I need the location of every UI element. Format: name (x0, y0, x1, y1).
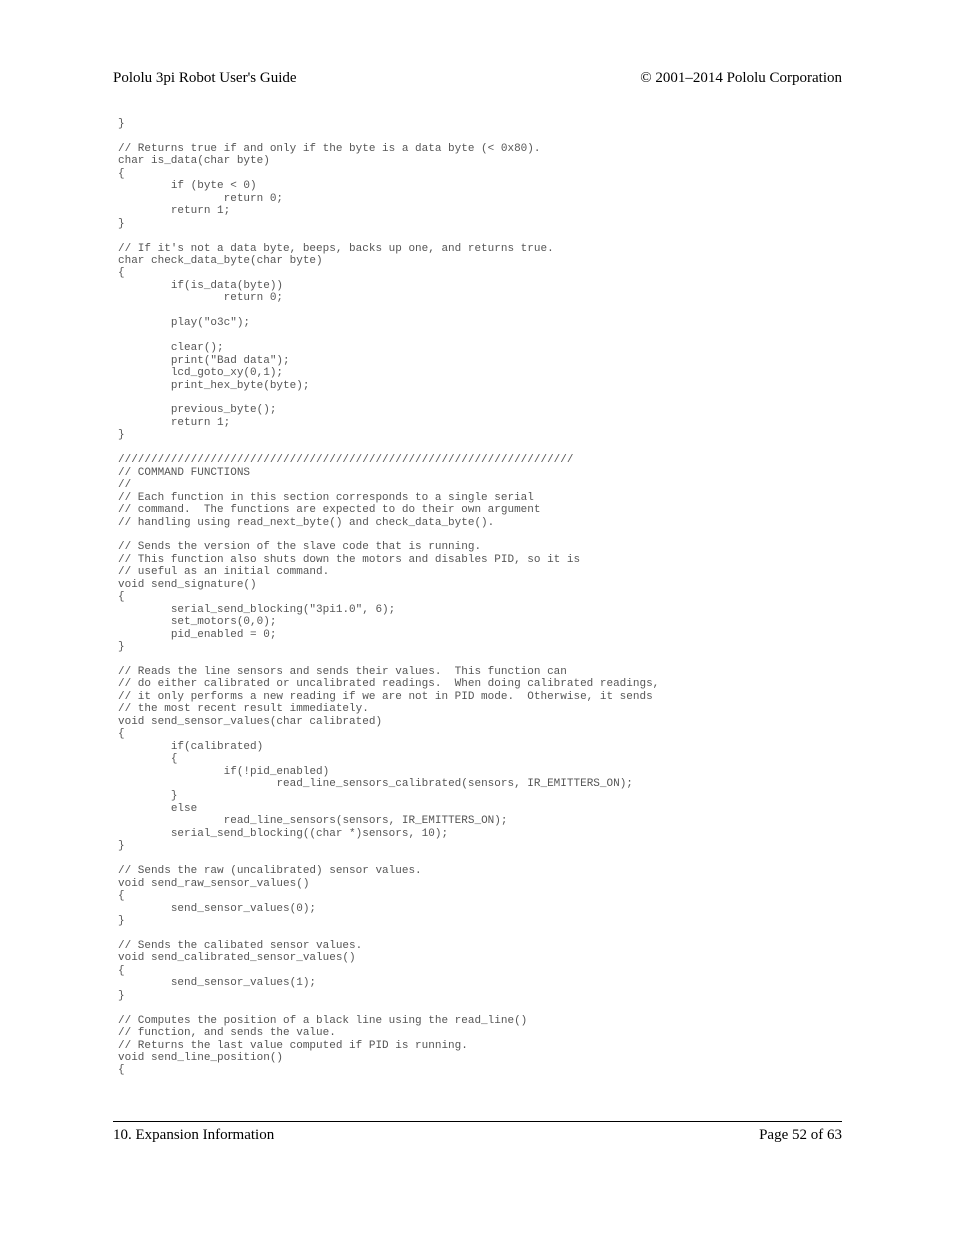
section-title: 10. Expansion Information (113, 1127, 275, 1143)
page-footer (113, 1127, 842, 1144)
code-listing: } // Returns true if and only if the byte is a data byte (< 0x80). char is_data(char byte) { if (byte < 0) return 0; return 1; } // If it's not a data byte, beeps, backs up one, and returns true. char check_data_byte(char byte) { if(is_data(byte)) return 0; play("o3c"); clear(); print("Bad data"); lcd_goto_xy(0,1); print_hex_byte(byte); previous_byte(); return 1; } ///////////////////////////////////////////////////////////////////// // COMMAND FUNCTIONS // // Each function in this section corresponds to a single serial // command. The functions are expected to do their own argument // handling using read_next_byte() and check_data_byte(). // Sends the version of the slave code that is running. // This function also shuts down the motors and disables PID, so it is // useful as an initial command. void send_signature() { serial_send_blocking("3pi1.0", 6); set_motors(0,0); pid_enabled = 0; } // Reads the line sensors and sends their values. This function can // do either calibrated or uncalibrated readings. When doing calibrated readings, // it only performs a new reading if we are not in PID mode. Otherwise, it sends // the most recent result immediately. void send_sensor_values(char calibrated) { if(calibrated) { if(!pid_enabled) read_line_sensors_calibrated(sensors, IR_EMITTERS_ON); } else read_line_sensors(sensors, IR_EMITTERS_ON); serial_send_blocking((char *)sensors, 10); } // Sends the raw (uncalibrated) sensor values. void send_raw_sensor_values() { send_sensor_values(0); } // Sends the calibated sensor values. void send_calibrated_sensor_values() { send_sensor_values(1); } // Computes the position of a black line using the read_line() // function, and sends the value. // Returns the last value computed if PID is running. void send_line_position() { (118, 118, 660, 1077)
copyright-notice: © 2001–2014 Pololu Corporation (640, 70, 842, 86)
page-number: Page 52 of 63 (759, 1127, 842, 1143)
document-title: Pololu 3pi Robot User's Guide (113, 70, 297, 86)
page-header (113, 70, 842, 87)
footer-divider (113, 1121, 842, 1122)
